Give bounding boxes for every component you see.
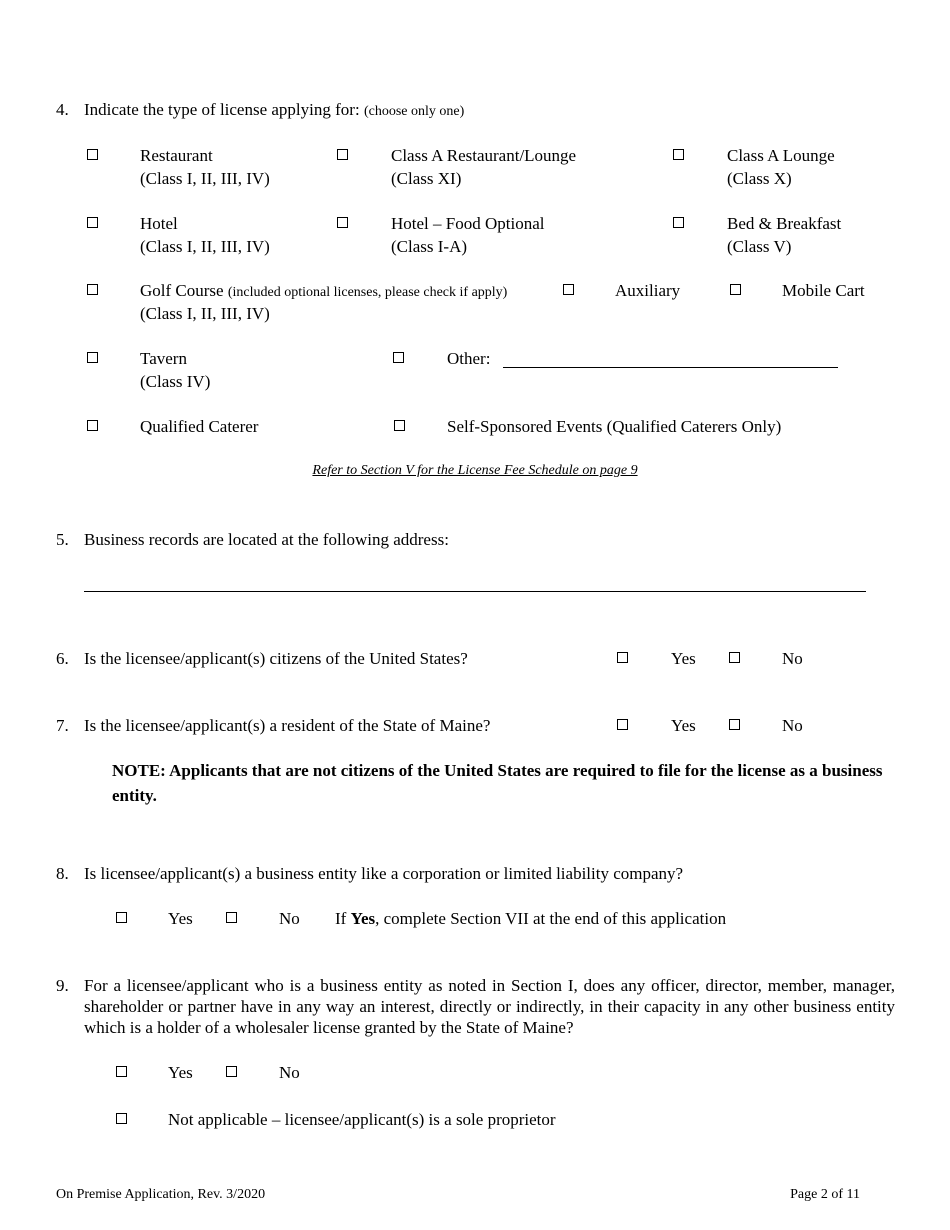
- class-a-restaurant-lounge-checkbox[interactable]: [337, 149, 348, 160]
- q6-no-label: No: [782, 649, 803, 668]
- footer-page-number: Page 2 of 11: [790, 1187, 860, 1202]
- other-label: Other:: [447, 349, 491, 368]
- self-sponsored-checkbox[interactable]: [394, 420, 405, 431]
- bed-breakfast-label: Bed & Breakfast: [727, 214, 842, 233]
- qualified-caterer-label: Qualified Caterer: [140, 417, 259, 436]
- golf-course-checkbox[interactable]: [87, 284, 98, 295]
- q6-no-checkbox[interactable]: [729, 652, 740, 663]
- citizenship-note: NOTE: Applicants that are not citizens of the United States are required to file for the license as a business entity.: [112, 761, 883, 805]
- golf-course-class: (Class I, II, III, IV): [140, 304, 270, 323]
- hotel-label: Hotel: [140, 214, 178, 233]
- q9-no-checkbox[interactable]: [226, 1066, 237, 1077]
- hotel-food-optional-checkbox[interactable]: [337, 217, 348, 228]
- bed-breakfast-class: (Class V): [727, 237, 792, 256]
- golf-course-label: [140, 280, 507, 304]
- self-sponsored-label: Self-Sponsored Events (Qualified Caterers Only): [447, 417, 782, 436]
- hotel-food-optional-class: (Class I-A): [391, 237, 468, 256]
- q4-hint: (choose only one): [363, 104, 465, 119]
- q7-question: Is the licensee/applicant(s) a resident of the State of Maine?: [84, 716, 491, 735]
- class-a-restaurant-lounge-class: (Class XI): [391, 169, 462, 188]
- q6-number: 6.: [56, 649, 69, 668]
- q7-yes-checkbox[interactable]: [617, 719, 628, 730]
- q9-not-applicable-checkbox[interactable]: [116, 1113, 127, 1124]
- other-checkbox[interactable]: [393, 352, 404, 363]
- q8-instruction: [335, 908, 726, 930]
- q6-yes-label: Yes: [671, 649, 696, 668]
- other-input-line[interactable]: [503, 367, 838, 368]
- hotel-class: (Class I, II, III, IV): [140, 237, 270, 256]
- q8-instruction-bold: Yes: [350, 909, 376, 928]
- qualified-caterer-checkbox[interactable]: [87, 420, 98, 431]
- q5-question: Business records are located at the following address:: [84, 530, 449, 549]
- q6-question: Is the licensee/applicant(s) citizens of the United States?: [84, 649, 468, 668]
- q4-question: [84, 99, 464, 123]
- q8-yes-checkbox[interactable]: [116, 912, 127, 923]
- q9-number: 9.: [56, 976, 69, 995]
- class-a-lounge-label: Class A Lounge: [727, 146, 835, 165]
- q9-yes-label: Yes: [168, 1063, 193, 1082]
- q9-question: For a licensee/applicant who is a business entity as noted in Section I, does any officer, director, member, manager, shareholder or partner have in any way an interest, directly or indirectly, in their capacity in any other business entity which is a holder of a wholesaler license granted by the State of Maine?: [84, 976, 895, 1037]
- restaurant-class: (Class I, II, III, IV): [140, 169, 270, 188]
- q6-yes-checkbox[interactable]: [617, 652, 628, 663]
- q8-no-checkbox[interactable]: [226, 912, 237, 923]
- q4-number: 4.: [56, 100, 69, 119]
- q8-instruction-prefix: If: [335, 909, 347, 928]
- auxiliary-label: Auxiliary: [615, 281, 681, 300]
- q9-yes-checkbox[interactable]: [116, 1066, 127, 1077]
- q8-number: 8.: [56, 864, 69, 883]
- q8-instruction-suffix: , complete Section VII at the end of this application: [375, 909, 727, 928]
- records-address-line[interactable]: [84, 591, 866, 592]
- q7-no-label: No: [782, 716, 803, 735]
- q7-number: 7.: [56, 716, 69, 735]
- golf-course-note: (included optional licenses, please check if apply): [227, 285, 508, 300]
- fee-schedule-reference: Refer to Section V for the License Fee Schedule on page 9: [312, 463, 638, 478]
- class-a-lounge-class: (Class X): [727, 169, 792, 188]
- q7-no-checkbox[interactable]: [729, 719, 740, 730]
- q8-question: Is licensee/applicant(s) a business entity like a corporation or limited liability company?: [84, 864, 684, 883]
- footer-revision: On Premise Application, Rev. 3/2020: [56, 1187, 266, 1202]
- mobile-cart-label: Mobile Cart: [782, 281, 865, 300]
- auxiliary-checkbox[interactable]: [563, 284, 574, 295]
- q7-yes-label: Yes: [671, 716, 696, 735]
- golf-course-name: Golf Course: [140, 281, 224, 300]
- restaurant-checkbox[interactable]: [87, 149, 98, 160]
- mobile-cart-checkbox[interactable]: [730, 284, 741, 295]
- q8-no-label: No: [279, 909, 300, 928]
- tavern-label: Tavern: [140, 349, 187, 368]
- tavern-class: (Class IV): [140, 372, 211, 391]
- hotel-food-optional-label: Hotel – Food Optional: [391, 214, 545, 233]
- hotel-checkbox[interactable]: [87, 217, 98, 228]
- q4-question-text: Indicate the type of license applying for:: [84, 100, 360, 119]
- q9-no-label: No: [279, 1063, 300, 1082]
- bed-breakfast-checkbox[interactable]: [673, 217, 684, 228]
- q8-yes-label: Yes: [168, 909, 193, 928]
- tavern-checkbox[interactable]: [87, 352, 98, 363]
- q9-not-applicable-label: Not applicable – licensee/applicant(s) is a sole proprietor: [168, 1110, 556, 1129]
- class-a-lounge-checkbox[interactable]: [673, 149, 684, 160]
- restaurant-label: Restaurant: [140, 146, 213, 165]
- class-a-restaurant-lounge-label: Class A Restaurant/Lounge: [391, 146, 577, 165]
- q5-number: 5.: [56, 530, 69, 549]
